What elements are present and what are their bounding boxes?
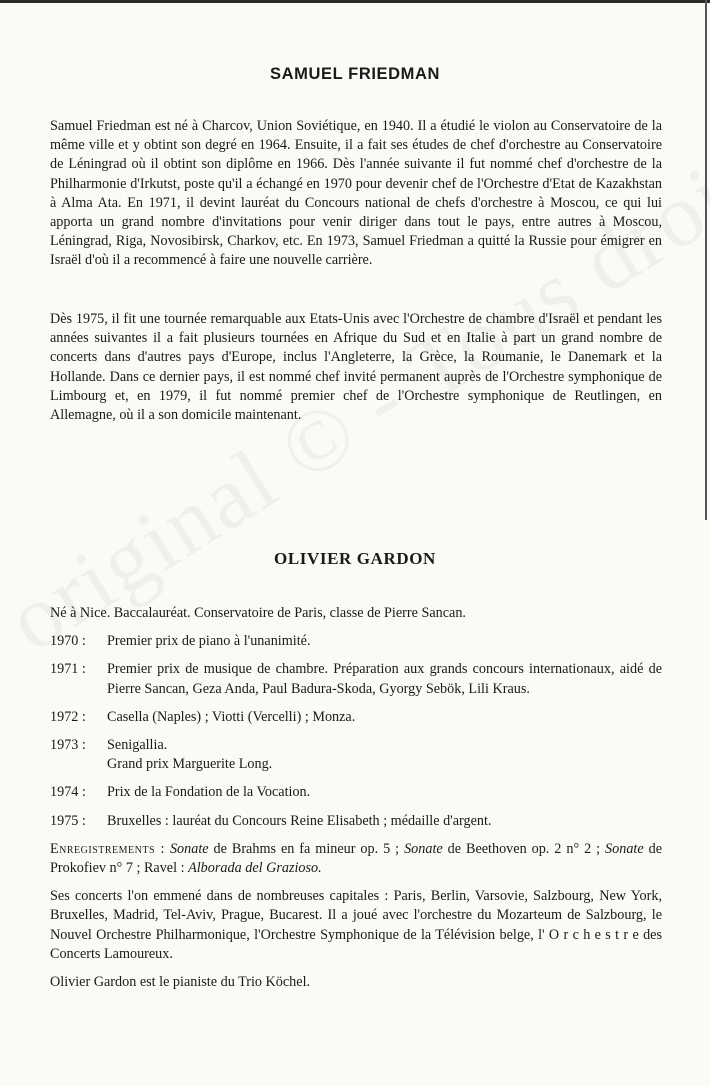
section-title-friedman: SAMUEL FRIEDMAN xyxy=(269,65,441,83)
entry-text: Prix de la Fondation de la Vocation. xyxy=(107,784,311,801)
recording-title: Alborada del Grazioso. xyxy=(188,860,322,877)
year-label: 1970 : xyxy=(50,633,86,650)
concerts-paragraph: Ses concerts l'on emmené dans de nombreuses capitales : Paris, Berlin, Varsovie, Salzbourg, New York, Bruxelles, Madrid, Tel-Aviv, Prague, Bucarest. Il a joué avec l'orchestre du Mozarteum de Salzbourg, le Nouvel Orchestre Philharmonique, l'Orchestre Symphonique de la Télévision belge, l' O r c h e s t r e des Concerts Lamoureux. xyxy=(50,888,662,962)
gardon-intro: Né à Nice. Baccalauréat. Conservatoire de Paris, classe de Pierre Sancan. xyxy=(50,605,466,621)
closing-line: Olivier Gardon est le pianiste du Trio Köchel. xyxy=(50,974,311,991)
entry-text: Bruxelles : lauréat du Concours Reine Elisabeth ; médaille d'argent. xyxy=(107,812,492,829)
year-label: 1973 : xyxy=(50,737,86,754)
year-label: 1974 : xyxy=(50,784,86,801)
list-item xyxy=(50,660,662,698)
recording-title: Sonate xyxy=(605,840,644,857)
friedman-paragraph-1: Samuel Friedman est né à Charcov, Union Soviétique, en 1940. Il a étudié le violon au Conservatoire de la même ville et y obtint son degré en 1964. Ensuite, il a fait ses études de chef d'orchestre au Conservatoire de Léningrad où il obtint son diplôme en 1966. Dès l'année suivante il fut nommé chef d'orchestre de la Philharmonie d'Irkutst, poste qu'il a échangé en 1970 pour devenir chef de l'Orchestre d'Etat de Kazakhstan à Alma Ata. En 1971, il devint lauréat du Concours national de chefs d'orchestre à Moscou, ce qui lui apporta un grand nombre d'invitations pour venir diriger dans tout le pays, entre autres à Moscou, Léningrad, Riga, Novosibirsk, Charkov, etc. En 1973, Samuel Friedman a quitté la Russie pour émigrer en Israël d'où il a recommencé à faire une nouvelle carrière. xyxy=(50,118,662,269)
year-label: 1975 : xyxy=(50,812,86,829)
gardon-biography xyxy=(50,604,662,992)
recordings-paragraph xyxy=(50,840,662,878)
year-label: 1972 : xyxy=(50,708,86,725)
recording-text: de Brahms en fa mineur op. 5 ; xyxy=(208,840,405,857)
list-item xyxy=(50,783,662,802)
list-item xyxy=(50,708,662,727)
entry-text: Premier prix de piano à l'unanimité. xyxy=(107,633,311,650)
entry-text: Premier prix de musique de chambre. Préparation aux grands concours internationaux, aidé de Pierre Sancan, Geza Anda, Paul Badura-Skoda, Gyorgy Sebök, Lili Kraus. xyxy=(107,661,662,697)
top-border xyxy=(0,0,710,3)
year-label: 1971 : xyxy=(50,661,86,678)
recording-title: Sonate xyxy=(169,840,209,857)
list-item xyxy=(50,812,662,831)
recording-text: de Prokofiev n° 7 ; Ravel : xyxy=(50,840,663,877)
recording-title: Sonate xyxy=(404,840,443,857)
section-title-gardon: OLIVIER GARDON xyxy=(274,549,436,568)
recordings-label: Enregistrements : xyxy=(50,840,165,857)
recording-text: de Beethoven op. 2 n° 2 ; xyxy=(442,840,606,857)
list-item xyxy=(50,632,662,651)
friedman-paragraph-2: Dès 1975, il fit une tournée remarquable aux Etats-Unis avec l'Orchestre de chambre d'Israël et pendant les années suivantes il a fait plusieurs tournées en Afrique du Sud et en Italie à part un grand nombre de concerts dans d'autres pays d'Europe, inclus l'Angleterre, la Grèce, la Roumanie, le Danemark et la Hollande. Dans ce dernier pays, il est nommé chef invité permanent auprès de l'Orchestre symphonique de Limbourg et, en 1979, il fut nommé premier chef de l'Orchestre symphonique de Reutlingen, en Allemagne, où il a son domicile maintenant. xyxy=(50,311,662,424)
list-item xyxy=(50,736,662,774)
entry-text: Casella (Naples) ; Viotti (Vercelli) ; Monza. xyxy=(107,708,356,725)
entry-text: Senigallia. xyxy=(107,737,168,754)
entry-text: Grand prix Marguerite Long. xyxy=(107,756,273,773)
